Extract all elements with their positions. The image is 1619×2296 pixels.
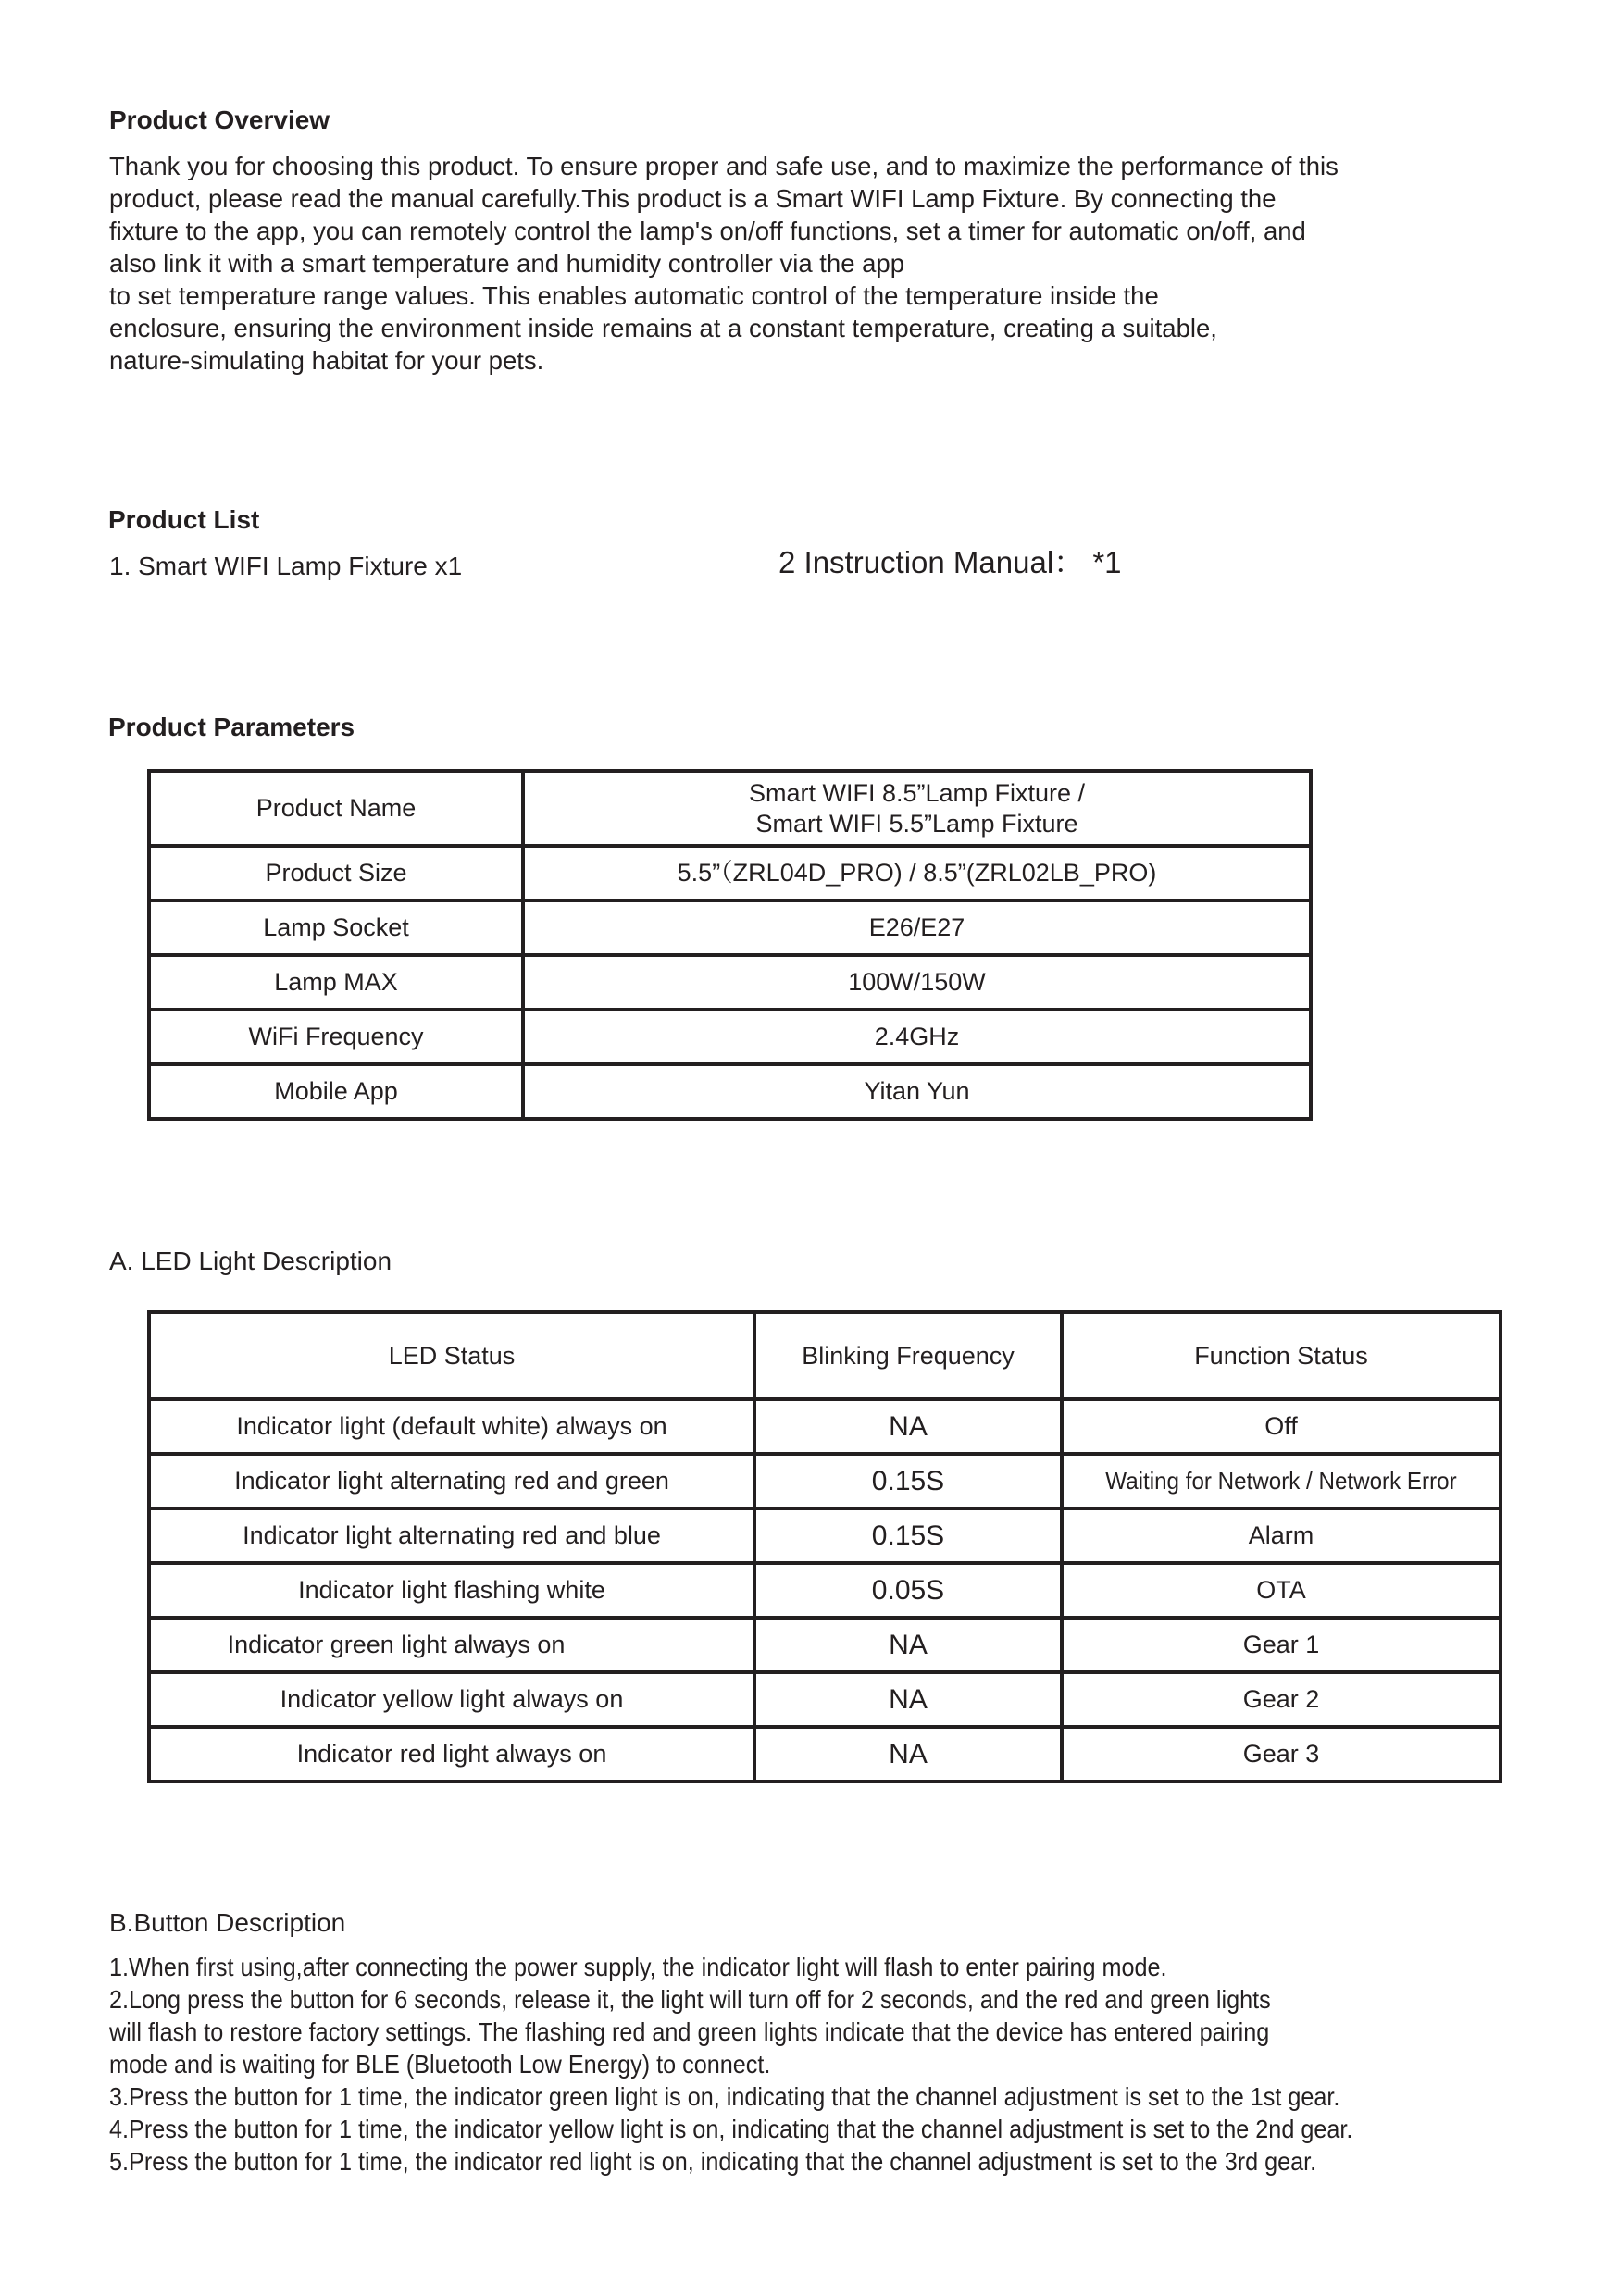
led-heading: A. LED Light Description: [109, 1247, 392, 1275]
led-column-header: LED Status: [149, 1312, 754, 1399]
parameter-value-line: Smart WIFI 5.5”Lamp Fixture: [755, 809, 1078, 838]
led-status: Indicator light alternating red and blue: [149, 1508, 754, 1563]
overview-line: product, please read the manual carefully.This product is a Smart WIFI Lamp Fixture. By connecting the: [109, 184, 1277, 213]
button-line: mode and is waiting for BLE (Bluetooth Low Energy) to connect.: [109, 2050, 771, 2079]
led-column-header: Function Status: [1062, 1312, 1501, 1399]
led-row: [149, 1727, 1501, 1781]
button-line: 2.Long press the button for 6 seconds, release it, the light will turn off for 2 seconds, and the red and green lights: [109, 1985, 1271, 2014]
parameter-label: Mobile App: [149, 1064, 523, 1119]
led-frequency: NA: [754, 1727, 1062, 1781]
led-row: [149, 1399, 1501, 1454]
parameters-row: [149, 900, 1311, 955]
led-row: [149, 1508, 1501, 1563]
overview-line: enclosure, ensuring the environment inside remains at a constant temperature, creating a suitable,: [109, 314, 1217, 342]
led-function: Gear 3: [1062, 1727, 1501, 1781]
led-frequency: NA: [754, 1399, 1062, 1454]
product-list-item-1: 1. Smart WIFI Lamp Fixture x1: [109, 552, 463, 580]
parameter-label: WiFi Frequency: [149, 1010, 523, 1064]
button-line: 5.Press the button for 1 time, the indicator red light is on, indicating that the channel adjustment is set to the 3rd gear.: [109, 2147, 1317, 2176]
led-row: [149, 1618, 1501, 1672]
led-status: Indicator red light always on: [149, 1727, 754, 1781]
parameter-value: [523, 771, 1311, 846]
parameter-label: Lamp MAX: [149, 955, 523, 1010]
led-row: [149, 1454, 1501, 1508]
parameter-label: Lamp Socket: [149, 900, 523, 955]
product-list-item-2: 2 Instruction Manual： *1: [778, 545, 1122, 579]
led-function-text: Waiting for Network / Network Error: [1105, 1467, 1457, 1495]
parameter-label: Product Size: [149, 846, 523, 900]
led-frequency: 0.15S: [754, 1454, 1062, 1508]
parameters-table: [147, 769, 1313, 1121]
parameter-value: 2.4GHz: [523, 1010, 1311, 1064]
led-function: Alarm: [1062, 1508, 1501, 1563]
overview-line: fixture to the app, you can remotely control the lamp's on/off functions, set a timer for automatic on/off, and: [109, 217, 1306, 245]
parameter-value: Yitan Yun: [523, 1064, 1311, 1119]
parameter-value: 100W/150W: [523, 955, 1311, 1010]
parameter-label: Product Name: [149, 771, 523, 846]
parameters-row: [149, 955, 1311, 1010]
led-column-header: Blinking Frequency: [754, 1312, 1062, 1399]
led-status: Indicator green light always on: [149, 1618, 754, 1672]
parameters-row: [149, 1064, 1311, 1119]
parameters-heading: Product Parameters: [108, 713, 355, 741]
parameters-row: [149, 1010, 1311, 1064]
button-description: [109, 1951, 1491, 2178]
button-line: 1.When first using,after connecting the power supply, the indicator light will flash to enter pairing mode.: [109, 1953, 1167, 1981]
parameters-row: [149, 771, 1311, 846]
led-function: Gear 2: [1062, 1672, 1501, 1727]
product-list-heading: Product List: [108, 505, 260, 534]
led-status: Indicator light alternating red and green: [149, 1454, 754, 1508]
parameters-row: [149, 846, 1311, 900]
overview-line: also link it with a smart temperature and humidity controller via the app: [109, 249, 905, 278]
button-line: will flash to restore factory settings. The flashing red and green lights indicate that the device has entered pairing: [109, 2017, 1270, 2046]
button-heading: B.Button Description: [109, 1908, 346, 1937]
led-status: Indicator light (default white) always on: [149, 1399, 754, 1454]
led-function: OTA: [1062, 1563, 1501, 1618]
parameter-value: 5.5”（ZRL04D_PRO) / 8.5”(ZRL02LB_PRO): [523, 846, 1311, 900]
led-function: Gear 1: [1062, 1618, 1501, 1672]
overview-line: to set temperature range values. This enables automatic control of the temperature inside the: [109, 281, 1159, 310]
led-row: [149, 1672, 1501, 1727]
led-row: [149, 1563, 1501, 1618]
led-status: Indicator yellow light always on: [149, 1672, 754, 1727]
overview-paragraph: [109, 150, 1339, 377]
overview-line: Thank you for choosing this product. To ensure proper and safe use, and to maximize the performance of this: [109, 152, 1339, 180]
led-frequency: NA: [754, 1672, 1062, 1727]
button-line: 3.Press the button for 1 time, the indicator green light is on, indicating that the channel adjustment is set to the 1st gear.: [109, 2082, 1340, 2111]
led-frequency: NA: [754, 1618, 1062, 1672]
led-frequency: 0.05S: [754, 1563, 1062, 1618]
led-function: Off: [1062, 1399, 1501, 1454]
led-function: [1062, 1454, 1501, 1508]
overview-line: nature-simulating habitat for your pets.: [109, 346, 544, 375]
led-status: Indicator light flashing white: [149, 1563, 754, 1618]
led-header-row: [149, 1312, 1501, 1399]
button-line: 4.Press the button for 1 time, the indicator yellow light is on, indicating that the channel adjustment is set to the 2nd gear.: [109, 2115, 1353, 2143]
parameter-value-line: Smart WIFI 8.5”Lamp Fixture /: [748, 778, 1086, 807]
parameter-value: E26/E27: [523, 900, 1311, 955]
overview-heading: Product Overview: [109, 105, 330, 134]
led-table: [147, 1310, 1502, 1783]
led-frequency: 0.15S: [754, 1508, 1062, 1563]
